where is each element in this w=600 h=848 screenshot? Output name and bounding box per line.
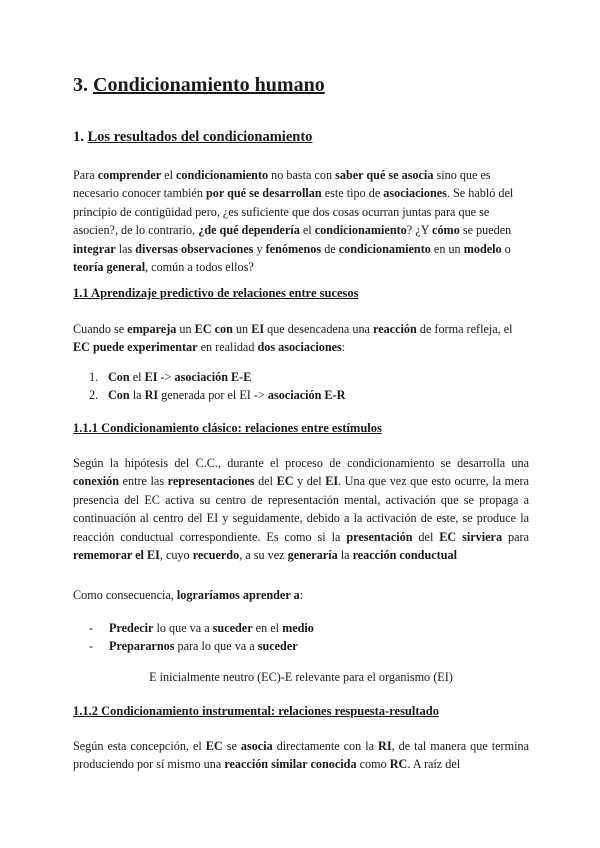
section-heading-1-1: 1.1 Aprendizaje predictivo de relaciones entre sucesos [73, 286, 359, 300]
list-item: - Prepararnos para lo que va a suceder [89, 638, 298, 653]
list-item: - Predecir lo que va a suceder en el medio [89, 621, 314, 635]
list-item: 1. Con el EI -> asociación E-E [89, 370, 252, 384]
section-1-1-2-paragraph: Según esta concepción, el EC se asocia directamente con la RI, de tal manera que termina produciendo por sí mismo una reacción similar conocida como RC. A raíz del [73, 739, 529, 772]
section-heading-1-1-2: 1.1.2 Condicionamiento instrumental: relaciones respuesta-resultado [73, 704, 439, 718]
section-title-text: Los resultados del condicionamiento [87, 129, 313, 145]
chapter-title-text: Condicionamiento humano [93, 74, 325, 96]
learning-list [89, 620, 314, 655]
chapter-title [73, 74, 325, 97]
section-number: 1. [73, 129, 88, 145]
chapter-number: 3. [73, 74, 93, 96]
list-item: 2. Con la RI generada por el EI -> asociación E-R [89, 387, 346, 402]
section-1-1-paragraph: Cuando se empareja un EC con un EI que desencadena una reacción de forma refleja, el EC puede experimentar en realidad dos asociaciones: [73, 322, 513, 355]
section-heading-1 [73, 129, 312, 146]
section-1-1-1-paragraph: Según la hipótesis del C.C., durante el proceso de condicionamiento se desarrolla una conexión entre las representaciones del EC y del EI. Una que vez que esto ocurre, la mera presencia del EC activa su centro de representación mental, activación que se propaga a continuación al centro del EI y seguidamente, debido a la activación de este, se produce la reacción conductual correspondiente. Es como si la presentación del EC sirviera para rememorar el EI, cuyo recuerdo, a su vez generaría la reacción conductual [73, 456, 529, 563]
association-list [89, 369, 345, 404]
intro-paragraph: Para comprender el condicionamiento no basta con saber qué se asocia sino que es necesario conocer también por qué se desarrollan este tipo de asociaciones. Se habló del principio de contigüidad pero, ¿es suficiente que dos cosas ocurran juntas para que se asocien?, de lo contrario, ¿de qué dependería el condicionamiento? ¿Y cómo se pueden integrar las diversas observaciones y fenómenos de condicionamiento en un modelo o teoría general, común a todos ellos? [73, 168, 514, 275]
consequence-paragraph: Como consecuencia, lograríamos aprender a: [73, 588, 304, 602]
section-heading-1-1-1: 1.1.1 Condicionamiento clásico: relaciones entre estímulos [73, 421, 382, 435]
stimulus-relation-line: E inicialmente neutro (EC)-E relevante para el organismo (EI) [149, 670, 453, 684]
